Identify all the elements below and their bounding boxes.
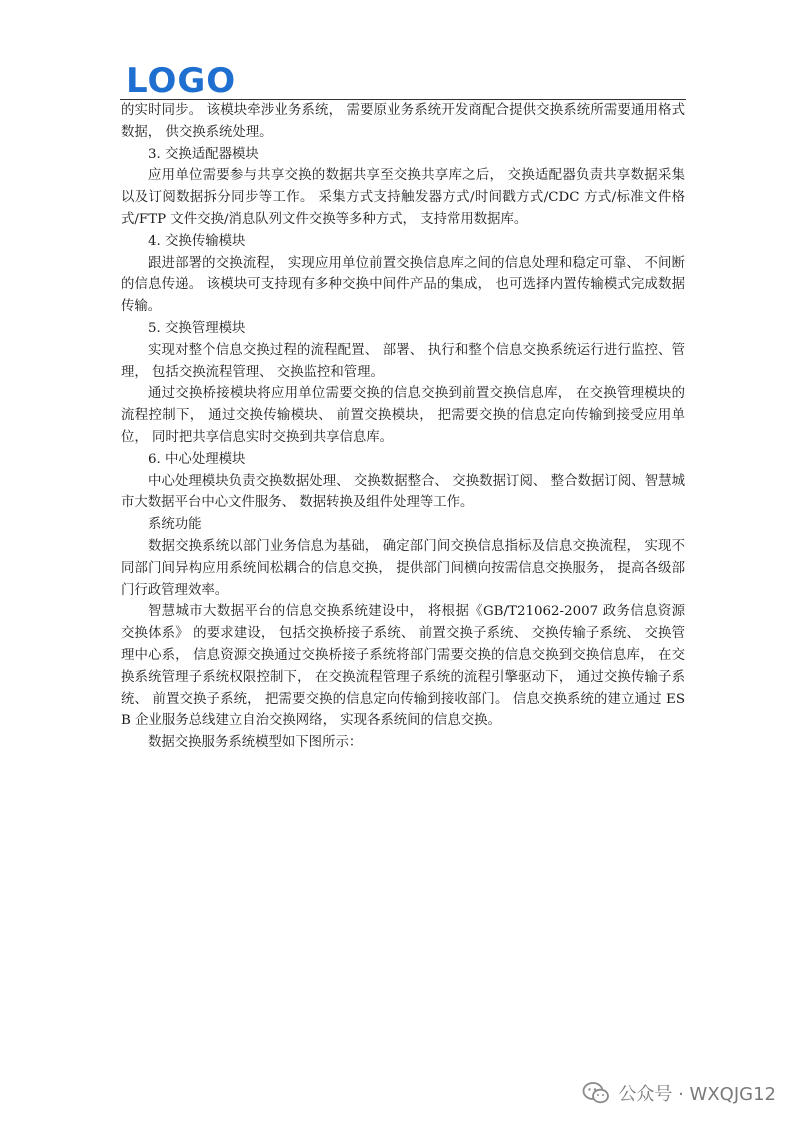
- paragraph: 实现对整个信息交换过程的流程配置、 部署、 执行和整个信息交换系统运行进行监控、管理， 包括交换流程管理、 交换监控和管理。: [121, 342, 685, 380]
- section-heading: 6. 中心处理模块: [148, 451, 246, 467]
- section-heading: 4. 交换传输模块: [148, 233, 246, 249]
- paragraph: 智慧城市大数据平台的信息交换系统建设中， 将根据《GB/T21062-2007 政务信息资源交换体系》 的要求建设， 包括交换桥接子系统、 前置交换子系统、 交换传输子系统、 交换管理中心系， 信息资源交换通过交换桥接子系统将部门需要交换的信息交换到交换信息库， 在交换系统管理子系统权限控制下， 在交换流程管理子系统的流程引擎驱动下， 通过交换传输子系统、 前置交换子系统， 把需要交换的信息定向传输到接收部门。 信息交换系统的建立通过 ESB 企业服务总线建立自治交换网络， 实现各系统间的信息交换。: [121, 604, 685, 729]
- wechat-icon: [582, 1081, 610, 1105]
- section-heading: 3. 交换适配器模块: [148, 146, 259, 162]
- paragraph: 应用单位需要参与共享交换的数据共享至交换共享库之后， 交换适配器负责共享数据采集以及订阅数据拆分同步等工作。 采集方式支持触发器方式/时间戳方式/CDC 方式/标准文件格式/FTP 文件交换/消息队列文件交换等多种方式， 支持常用数据库。: [121, 168, 685, 227]
- paragraph: 跟进部署的交换流程， 实现应用单位前置交换信息库之间的信息处理和稳定可靠、 不间断的信息传递。 该模块可支持现有多种交换中间件产品的集成， 也可选择内置传输模式完成数据传输。: [121, 255, 685, 315]
- paragraph: 中心处理模块负责交换数据处理、 交换数据整合、 交换数据订阅、 整合数据订阅、智慧城市大数据平台中心文件服务、 数据转换及组件处理等工作。: [121, 473, 685, 511]
- paragraph: 通过交换桥接模块将应用单位需要交换的信息交换到前置交换信息库， 在交换管理模块的流程控制下， 通过交换传输模块、 前置交换模块， 把需要交换的信息定向传输到接受应用单位， 同时把共享信息实时交换到共享信息库。: [121, 386, 685, 445]
- watermark: [582, 1080, 776, 1106]
- watermark-label: 公众号 · WXQJG12: [618, 1084, 776, 1105]
- section-heading: 5. 交换管理模块: [148, 320, 246, 336]
- section-heading: 系统功能: [148, 517, 202, 533]
- paragraph: 数据交换系统以部门业务信息为基础， 确定部门间交换信息指标及信息交换流程， 实现不同部门间异构应用系统间松耦合的信息交换， 提供部门间横向按需信息交换服务， 提高各级部门行政管理效率。: [121, 538, 685, 598]
- document-body: [121, 100, 685, 754]
- paragraph: 的实时同步。 该模块牵涉业务系统， 需要原业务系统开发商配合提供交换系统所需要通用格式数据， 供交换系统处理。: [121, 103, 685, 140]
- logo: LOGO: [126, 61, 237, 101]
- paragraph: 数据交换服务系统模型如下图所示：: [148, 735, 363, 751]
